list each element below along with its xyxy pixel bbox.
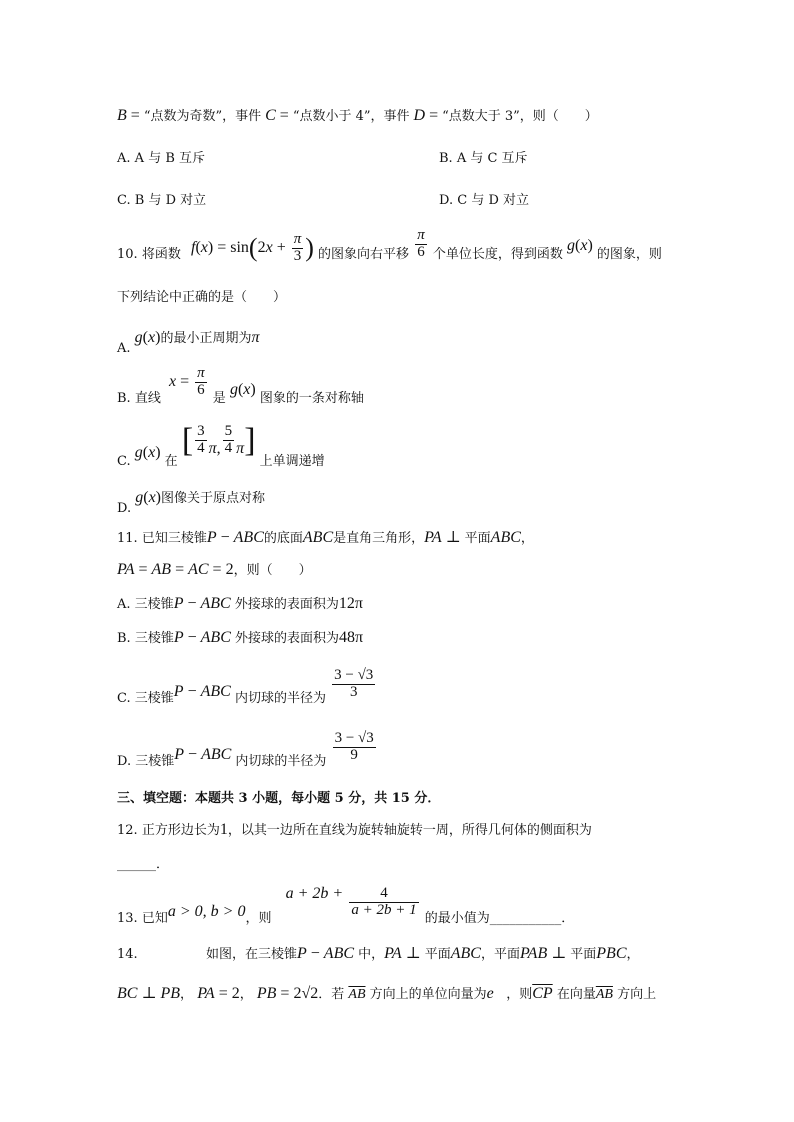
q11-stem-line2: PA = AB = AC = 2，则（ ） — [117, 561, 312, 578]
q10-shift-fraction: $\frac{\pi}{6}$ — [417, 227, 425, 260]
q11-stem-line1: 11. 已知三棱锥P − ABC的底面ABC是直角三角形，PA ⊥ 平面ABC， — [117, 529, 534, 546]
q14-stem-line1: 14. 如图，在三棱锥P − ABC 中，PA ⊥ 平面ABC，平面PAB ⊥ 平面PBC， — [117, 945, 640, 962]
q12-stem: 12. 正方形边长为1，以其一边所在直线为旋转轴旋转一周，所得几何体的侧面积为 — [117, 821, 592, 838]
q10-stem-line1: 10. 将函数 f(x) = sin(2x + $\frac{\pi}{3}$ ) 的图象向右平移 $\frac{\pi}{6}$ 个单位长度，得到函数 g(x) 的图象，则 — [117, 227, 662, 264]
q10-stem-line2: 下列结论中正确的是（ ） — [117, 290, 287, 305]
section-3-title: 三、填空题：本题共 3 小题，每小题 5 分，共 15 分． — [117, 791, 441, 806]
q12-blank: ______． — [117, 857, 170, 872]
q9-option-d: D. C 与 D 对立 — [439, 193, 530, 208]
q9-stem-line: B = “点数为奇数”，事件 C = “点数小于 4”，事件 D = “点数大于 3”，则（ ） — [117, 107, 598, 124]
q14-stem-line2: BC ⊥ PB， PA = 2， PB = 2√2．若 $\overline{AB}$ 方向上的单位向量为e⃗，则$\overline{CP}$ 在向量$\overline{AB}$ 方向上 — [117, 985, 657, 1002]
q10-function-f: f(x) = sin(2x + $\frac{\pi}{3}$ ) — [190, 231, 314, 264]
q13-stem: 13. 已知a > 0, b > 0，则 a + 2b + $\frac{4}{a + 2b + 1}$ 的最小值为___________． — [117, 885, 575, 926]
q11-option-d: D. 三棱锥P − ABC 内切球的半径为 $\frac{3 - √3}{9}$ — [117, 730, 374, 769]
q10-option-d: D. g(x)图像关于原点对称 — [117, 489, 266, 516]
q11-option-a: A. 三棱锥P − ABC 外接球的表面积为12π — [117, 595, 363, 612]
q9-option-a: A. A 与 B 互斥 — [117, 151, 206, 166]
q10-option-c: C. g(x) 在 [ $\frac{3}{4}$ π, $\frac{5}{4}$ π] 上单调递增 — [117, 422, 325, 469]
q9-option-c: C. B 与 D 对立 — [117, 193, 207, 208]
q11-option-b: B. 三棱锥P − ABC 外接球的表面积为48π — [117, 629, 364, 646]
q10-option-a: A. g(x)的最小正周期为π — [117, 329, 260, 356]
q10-option-b: B. 直线 x = $\frac{\pi}{6}$ 是 g(x) 图象的一条对称轴 — [117, 365, 364, 406]
q11-option-c: C. 三棱锥P − ABC 内切球的半径为 $\frac{3 - √3}{3}$ — [117, 667, 374, 706]
q9-option-b: B. A 与 C 互斥 — [439, 151, 528, 166]
